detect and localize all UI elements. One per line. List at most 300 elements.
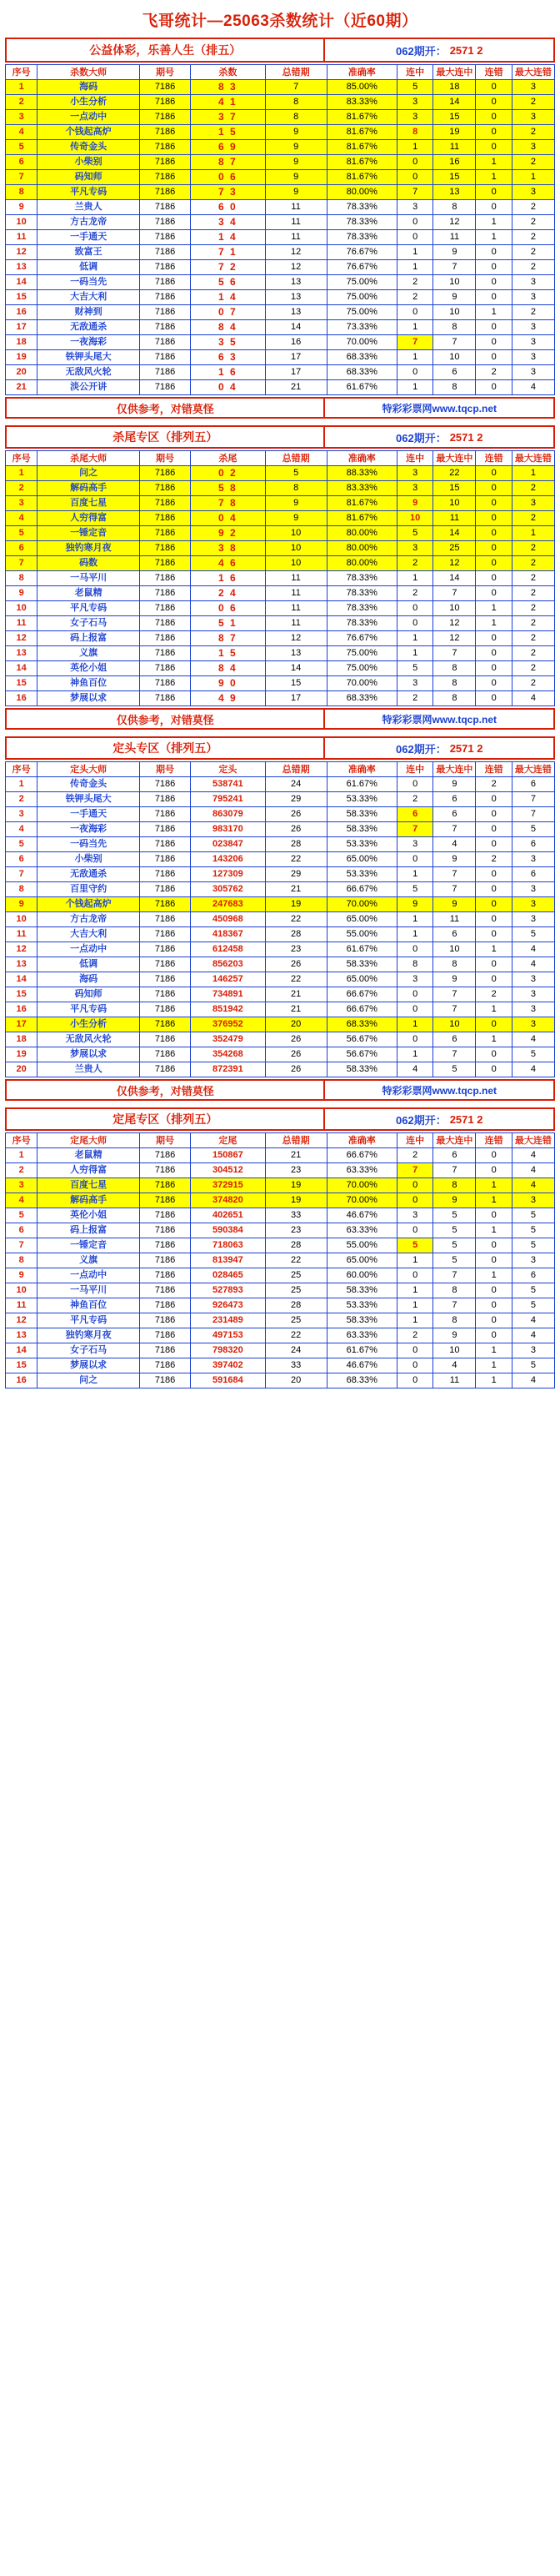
cell-index: 2 (6, 792, 38, 807)
cell-index: 9 (6, 200, 38, 215)
cell-max-streak-miss: 5 (512, 1223, 554, 1238)
cell-numbers: 143206 (191, 852, 265, 867)
cell-accuracy: 46.67% (327, 1358, 397, 1373)
cell-period: 7186 (139, 972, 190, 987)
section-title-sha-hao: 公益体彩，乐善人生（排五） (7, 39, 325, 61)
table-row[interactable] (6, 230, 555, 245)
cell-total-miss: 21 (265, 1002, 327, 1017)
col-header-8: 连错 (476, 1133, 512, 1148)
cell-numbers: 3 7 (191, 110, 265, 125)
table-header-row (6, 762, 555, 777)
table-row[interactable] (6, 1253, 555, 1268)
table-row[interactable] (6, 1298, 555, 1313)
cell-accuracy: 81.67% (327, 170, 397, 185)
table-row[interactable] (6, 275, 555, 290)
cell-total-miss: 9 (265, 155, 327, 170)
cell-max-streak-hit: 7 (433, 260, 476, 275)
cell-total-miss: 9 (265, 170, 327, 185)
table-row[interactable] (6, 646, 555, 661)
cell-max-streak-hit: 9 (433, 245, 476, 260)
cell-total-miss: 16 (265, 335, 327, 350)
table-row[interactable] (6, 481, 555, 496)
table-row[interactable] (6, 1268, 555, 1283)
table-row[interactable] (6, 897, 555, 912)
cell-numbers: 023847 (191, 837, 265, 852)
cell-total-miss: 19 (265, 897, 327, 912)
cell-master: 一手通天 (38, 230, 140, 245)
table-row[interactable] (6, 927, 555, 942)
table-row[interactable] (6, 170, 555, 185)
cell-max-streak-miss: 5 (512, 1047, 554, 1062)
col-header-0: 序号 (6, 65, 38, 80)
cell-streak-hit: 2 (397, 1148, 432, 1163)
cell-max-streak-hit: 7 (433, 586, 476, 601)
table-row[interactable] (6, 777, 555, 792)
table-row[interactable] (6, 541, 555, 556)
cell-master: 方古龙帝 (38, 912, 140, 927)
col-header-1: 定头大师 (38, 762, 140, 777)
cell-max-streak-miss: 4 (512, 1373, 554, 1388)
cell-streak-miss: 0 (476, 1328, 512, 1343)
cell-master: 无敌通杀 (38, 320, 140, 335)
cell-max-streak-miss: 2 (512, 631, 554, 646)
cell-numbers: 8 7 (191, 631, 265, 646)
cell-index: 7 (6, 556, 38, 571)
table-row[interactable] (6, 466, 555, 481)
table-row[interactable] (6, 1047, 555, 1062)
cell-streak-hit: 5 (397, 661, 432, 676)
table-row[interactable] (6, 957, 555, 972)
cell-numbers: 3 8 (191, 541, 265, 556)
cell-streak-miss: 2 (476, 852, 512, 867)
cell-index: 15 (6, 987, 38, 1002)
cell-accuracy: 81.67% (327, 140, 397, 155)
cell-period: 7186 (139, 1373, 190, 1388)
table-row[interactable] (6, 822, 555, 837)
site-credit[interactable]: 特彩彩票网www.tqcp.net (382, 713, 498, 726)
cell-accuracy: 70.00% (327, 335, 397, 350)
cell-master: 一点动中 (38, 110, 140, 125)
cell-streak-hit: 1 (397, 1047, 432, 1062)
cell-master: 神鱼百位 (38, 676, 140, 691)
cell-numbers: 0 4 (191, 380, 265, 395)
cell-accuracy: 61.67% (327, 1343, 397, 1358)
cell-master: 问之 (38, 1373, 140, 1388)
section-title-ding-tou: 定头专区（排列五） (7, 738, 325, 758)
col-header-5: 准确率 (327, 1133, 397, 1148)
table-row[interactable] (6, 1223, 555, 1238)
draw-label: 062期开： (396, 44, 447, 58)
cell-max-streak-miss: 3 (512, 140, 554, 155)
cell-streak-miss: 0 (476, 1208, 512, 1223)
table-row[interactable] (6, 511, 555, 526)
cell-numbers: 450968 (191, 912, 265, 927)
cell-master: 英伦小姐 (38, 661, 140, 676)
cell-total-miss: 25 (265, 1283, 327, 1298)
cell-master: 平凡专码 (38, 1002, 140, 1017)
cell-period: 7186 (139, 676, 190, 691)
cell-streak-miss: 0 (476, 972, 512, 987)
cell-accuracy: 58.33% (327, 1062, 397, 1077)
cell-total-miss: 22 (265, 852, 327, 867)
cell-streak-miss: 1 (476, 155, 512, 170)
cell-master: 无敌通杀 (38, 867, 140, 882)
cell-period: 7186 (139, 125, 190, 140)
cell-period: 7186 (139, 335, 190, 350)
draw-number: 2571 2 (449, 43, 483, 57)
cell-period: 7186 (139, 942, 190, 957)
cell-master: 人穷得富 (38, 1163, 140, 1178)
cell-master: 一手通天 (38, 807, 140, 822)
table-row[interactable] (6, 290, 555, 305)
cell-max-streak-hit: 8 (433, 320, 476, 335)
cell-total-miss: 26 (265, 822, 327, 837)
table-header-row (6, 65, 555, 80)
table-row[interactable] (6, 140, 555, 155)
table-row[interactable] (6, 1017, 555, 1032)
col-header-4: 总错期 (265, 762, 327, 777)
cell-max-streak-hit: 8 (433, 957, 476, 972)
cell-accuracy: 81.67% (327, 511, 397, 526)
cell-total-miss: 28 (265, 927, 327, 942)
cell-accuracy: 65.00% (327, 912, 397, 927)
cell-master: 问之 (38, 466, 140, 481)
cell-max-streak-hit: 10 (433, 1017, 476, 1032)
cell-streak-miss: 0 (476, 691, 512, 706)
cell-max-streak-hit: 11 (433, 230, 476, 245)
cell-numbers: 4 9 (191, 691, 265, 706)
cell-max-streak-miss: 6 (512, 777, 554, 792)
table-row[interactable] (6, 200, 555, 215)
cell-master: 传奇金头 (38, 777, 140, 792)
table-row[interactable] (6, 335, 555, 350)
cell-accuracy: 58.33% (327, 822, 397, 837)
cell-numbers: 146257 (191, 972, 265, 987)
table-row[interactable] (6, 1313, 555, 1328)
cell-master: 平凡专码 (38, 601, 140, 616)
cell-streak-miss: 1 (476, 1193, 512, 1208)
cell-max-streak-miss: 4 (512, 1328, 554, 1343)
cell-period: 7186 (139, 541, 190, 556)
cell-max-streak-hit: 8 (433, 1178, 476, 1193)
cell-period: 7186 (139, 110, 190, 125)
cell-max-streak-miss: 1 (512, 526, 554, 541)
cell-streak-miss: 1 (476, 616, 512, 631)
cell-max-streak-hit: 7 (433, 1298, 476, 1313)
cell-period: 7186 (139, 957, 190, 972)
cell-streak-miss: 0 (476, 320, 512, 335)
cell-max-streak-hit: 8 (433, 1313, 476, 1328)
table-row[interactable] (6, 972, 555, 987)
cell-streak-miss: 0 (476, 185, 512, 200)
table-row[interactable] (6, 1343, 555, 1358)
cell-total-miss: 19 (265, 1193, 327, 1208)
cell-master: 英伦小姐 (38, 1208, 140, 1223)
cell-accuracy: 83.33% (327, 481, 397, 496)
cell-accuracy: 76.67% (327, 631, 397, 646)
cell-max-streak-miss: 4 (512, 691, 554, 706)
table-row[interactable] (6, 1148, 555, 1163)
cell-max-streak-miss: 3 (512, 882, 554, 897)
cell-accuracy: 65.00% (327, 852, 397, 867)
cell-streak-miss: 0 (476, 260, 512, 275)
table-row[interactable] (6, 125, 555, 140)
cell-index: 14 (6, 661, 38, 676)
cell-streak-hit: 1 (397, 1283, 432, 1298)
cell-accuracy: 78.33% (327, 616, 397, 631)
table-row[interactable] (6, 942, 555, 957)
table-row[interactable] (6, 245, 555, 260)
table-row[interactable] (6, 365, 555, 380)
cell-master: 铁钾头尾大 (38, 792, 140, 807)
table-row[interactable] (6, 185, 555, 200)
cell-master: 梦展以求 (38, 1358, 140, 1373)
cell-streak-miss: 1 (476, 1268, 512, 1283)
cell-total-miss: 9 (265, 140, 327, 155)
cell-total-miss: 8 (265, 95, 327, 110)
cell-max-streak-miss: 5 (512, 1238, 554, 1253)
cell-period: 7186 (139, 661, 190, 676)
cell-streak-miss: 1 (476, 942, 512, 957)
cell-streak-miss: 0 (476, 571, 512, 586)
cell-total-miss: 23 (265, 942, 327, 957)
table-row[interactable] (6, 1238, 555, 1253)
cell-streak-hit: 1 (397, 1298, 432, 1313)
table-row[interactable] (6, 987, 555, 1002)
cell-accuracy: 85.00% (327, 80, 397, 95)
cell-streak-miss: 0 (476, 631, 512, 646)
cell-accuracy: 78.33% (327, 230, 397, 245)
table-row[interactable] (6, 1373, 555, 1388)
cell-max-streak-miss: 3 (512, 320, 554, 335)
site-credit[interactable]: 特彩彩票网www.tqcp.net (382, 1084, 498, 1097)
cell-numbers: 872391 (191, 1062, 265, 1077)
cell-streak-hit: 0 (397, 601, 432, 616)
cell-master: 解码高手 (38, 481, 140, 496)
cell-numbers: 1 5 (191, 646, 265, 661)
table-row[interactable] (6, 350, 555, 365)
cell-period: 7186 (139, 691, 190, 706)
table-row[interactable] (6, 95, 555, 110)
cell-total-miss: 11 (265, 230, 327, 245)
cell-accuracy: 75.00% (327, 275, 397, 290)
table-row[interactable] (6, 1002, 555, 1017)
table-row[interactable] (6, 1062, 555, 1077)
cell-period: 7186 (139, 275, 190, 290)
cell-accuracy: 75.00% (327, 646, 397, 661)
cell-streak-miss: 1 (476, 1032, 512, 1047)
cell-accuracy: 63.33% (327, 1328, 397, 1343)
cell-master: 大吉大利 (38, 290, 140, 305)
cell-max-streak-miss: 2 (512, 556, 554, 571)
table-row[interactable] (6, 837, 555, 852)
cell-period: 7186 (139, 320, 190, 335)
cell-master: 一夜海彩 (38, 822, 140, 837)
cell-total-miss: 14 (265, 661, 327, 676)
cell-max-streak-hit: 7 (433, 646, 476, 661)
table-row[interactable] (6, 601, 555, 616)
cell-index: 13 (6, 1328, 38, 1343)
cell-accuracy: 81.67% (327, 496, 397, 511)
table-row[interactable] (6, 1208, 555, 1223)
cell-index: 2 (6, 481, 38, 496)
cell-streak-miss: 1 (476, 1002, 512, 1017)
cell-streak-hit: 4 (397, 1062, 432, 1077)
cell-total-miss: 29 (265, 792, 327, 807)
table-row[interactable] (6, 110, 555, 125)
draw-number: 2571 2 (449, 1112, 483, 1126)
cell-streak-hit: 0 (397, 1193, 432, 1208)
cell-max-streak-miss: 2 (512, 230, 554, 245)
cell-streak-hit: 2 (397, 290, 432, 305)
cell-period: 7186 (139, 230, 190, 245)
cell-streak-hit: 3 (397, 676, 432, 691)
table-row[interactable] (6, 496, 555, 511)
cell-index: 12 (6, 245, 38, 260)
cell-streak-hit: 1 (397, 1017, 432, 1032)
cell-max-streak-miss: 4 (512, 1313, 554, 1328)
col-header-8: 连错 (476, 65, 512, 80)
table-row[interactable] (6, 912, 555, 927)
cell-max-streak-miss: 4 (512, 1062, 554, 1077)
cell-streak-miss: 0 (476, 466, 512, 481)
table-row[interactable] (6, 661, 555, 676)
cell-max-streak-miss: 4 (512, 1148, 554, 1163)
col-header-4: 总错期 (265, 65, 327, 80)
cell-numbers: 6 9 (191, 140, 265, 155)
col-header-6: 连中 (397, 451, 432, 466)
table-row[interactable] (6, 616, 555, 631)
cell-master: 财神到 (38, 305, 140, 320)
cell-master: 致富王 (38, 245, 140, 260)
cell-numbers: 863079 (191, 807, 265, 822)
cell-period: 7186 (139, 526, 190, 541)
cell-master: 梦展以求 (38, 1047, 140, 1062)
table-row[interactable] (6, 1178, 555, 1193)
cell-streak-miss: 0 (476, 110, 512, 125)
cell-max-streak-miss: 6 (512, 1268, 554, 1283)
cell-total-miss: 26 (265, 807, 327, 822)
cell-streak-miss: 0 (476, 927, 512, 942)
cell-period: 7186 (139, 1313, 190, 1328)
table-row[interactable] (6, 155, 555, 170)
table-row[interactable] (6, 792, 555, 807)
cell-index: 10 (6, 215, 38, 230)
cell-index: 6 (6, 1223, 38, 1238)
table-row[interactable] (6, 1328, 555, 1343)
cell-total-miss: 14 (265, 320, 327, 335)
cell-index: 15 (6, 290, 38, 305)
cell-max-streak-hit: 7 (433, 1047, 476, 1062)
table-row[interactable] (6, 676, 555, 691)
table-row[interactable] (6, 80, 555, 95)
cell-max-streak-hit: 19 (433, 125, 476, 140)
table-row[interactable] (6, 691, 555, 706)
cell-index: 3 (6, 807, 38, 822)
cell-max-streak-miss: 2 (512, 541, 554, 556)
cell-max-streak-hit: 4 (433, 837, 476, 852)
cell-index: 1 (6, 1148, 38, 1163)
cell-max-streak-miss: 2 (512, 571, 554, 586)
cell-total-miss: 26 (265, 1032, 327, 1047)
cell-master: 义旗 (38, 646, 140, 661)
cell-total-miss: 11 (265, 601, 327, 616)
table-ding-wei (5, 1132, 555, 1388)
cell-period: 7186 (139, 290, 190, 305)
cell-master: 一点动中 (38, 942, 140, 957)
table-row[interactable] (6, 1283, 555, 1298)
cell-master: 码知师 (38, 987, 140, 1002)
table-row[interactable] (6, 586, 555, 601)
table-row[interactable] (6, 260, 555, 275)
cell-numbers: 5 8 (191, 481, 265, 496)
table-row[interactable] (6, 1193, 555, 1208)
cell-numbers: 2 4 (191, 586, 265, 601)
cell-master: 平凡专码 (38, 1313, 140, 1328)
cell-index: 11 (6, 927, 38, 942)
cell-max-streak-miss: 3 (512, 350, 554, 365)
cell-accuracy: 70.00% (327, 676, 397, 691)
section-header-ding-tou (5, 736, 555, 760)
cell-streak-miss: 0 (476, 586, 512, 601)
table-row[interactable] (6, 320, 555, 335)
col-header-8: 连错 (476, 451, 512, 466)
cell-max-streak-miss: 5 (512, 1283, 554, 1298)
cell-streak-hit: 2 (397, 275, 432, 290)
cell-period: 7186 (139, 1223, 190, 1238)
cell-max-streak-miss: 3 (512, 80, 554, 95)
table-row[interactable] (6, 215, 555, 230)
table-row[interactable] (6, 571, 555, 586)
cell-streak-hit: 8 (397, 125, 432, 140)
cell-index: 11 (6, 616, 38, 631)
table-row[interactable] (6, 1358, 555, 1373)
col-header-9: 最大连错 (512, 1133, 554, 1148)
cell-master: 一夜海彩 (38, 335, 140, 350)
cell-streak-miss: 0 (476, 140, 512, 155)
cell-index: 5 (6, 140, 38, 155)
table-row[interactable] (6, 867, 555, 882)
table-row[interactable] (6, 631, 555, 646)
table-row[interactable] (6, 305, 555, 320)
cell-streak-hit: 1 (397, 912, 432, 927)
cell-total-miss: 17 (265, 691, 327, 706)
cell-max-streak-hit: 11 (433, 1373, 476, 1388)
cell-max-streak-miss: 2 (512, 616, 554, 631)
table-row[interactable] (6, 1032, 555, 1047)
cell-streak-hit: 5 (397, 80, 432, 95)
cell-master: 海码 (38, 80, 140, 95)
col-header-9: 最大连错 (512, 65, 554, 80)
table-row[interactable] (6, 882, 555, 897)
cell-period: 7186 (139, 80, 190, 95)
table-row[interactable] (6, 1163, 555, 1178)
table-row[interactable] (6, 556, 555, 571)
col-header-6: 连中 (397, 1133, 432, 1148)
cell-index: 3 (6, 1178, 38, 1193)
table-row[interactable] (6, 852, 555, 867)
cell-streak-miss: 0 (476, 912, 512, 927)
cell-streak-hit: 0 (397, 1343, 432, 1358)
cell-streak-hit: 3 (397, 481, 432, 496)
site-credit[interactable]: 特彩彩票网www.tqcp.net (382, 402, 498, 414)
cell-master: 个钱起高炉 (38, 897, 140, 912)
cell-accuracy: 65.00% (327, 972, 397, 987)
cell-numbers: 418367 (191, 927, 265, 942)
table-row[interactable] (6, 526, 555, 541)
table-row[interactable] (6, 807, 555, 822)
table-row[interactable] (6, 380, 555, 395)
